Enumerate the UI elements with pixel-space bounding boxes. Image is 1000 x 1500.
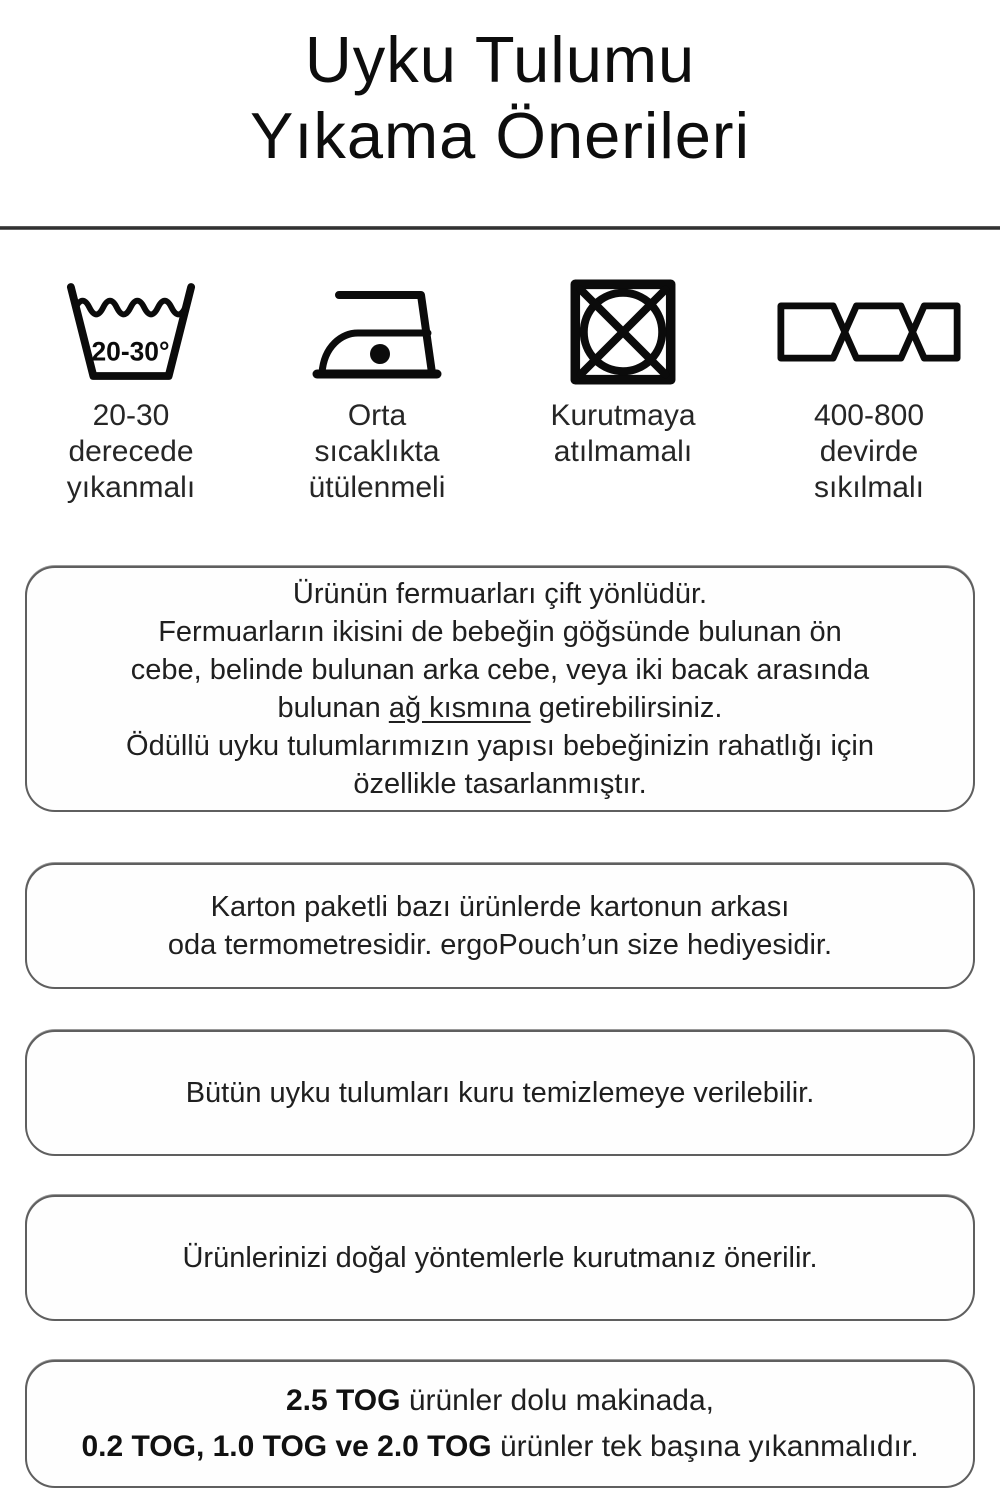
care-label-line: sıkılmalı bbox=[813, 471, 924, 504]
page-title bbox=[0, 0, 1000, 174]
care-label-wash bbox=[67, 398, 195, 506]
card-zippers-line-4-post: getirebilirsiniz. bbox=[530, 692, 723, 724]
care-label-line: 400-800 bbox=[813, 399, 925, 432]
no-tumble-dry-icon bbox=[570, 279, 676, 385]
care-item-wring bbox=[746, 276, 992, 506]
care-label-wring bbox=[814, 398, 924, 506]
card-zippers-line-5: Ödüllü uyku tulumlarımızın yapısı bebeğinizin rahatlığı için bbox=[126, 730, 874, 762]
card-zippers-line-4-underlined: ağ kısmına bbox=[388, 692, 531, 724]
card-tog-line-2 bbox=[81, 1424, 918, 1470]
card-zippers-line-3: cebe, belinde bulunan arka cebe, veya iki bacak arasında bbox=[130, 654, 870, 686]
care-item-wash bbox=[8, 276, 254, 506]
care-item-no-tumble-dry bbox=[500, 276, 746, 506]
card-dry-cleaning-line-1: Bütün uyku tulumları kuru temizlemeye verilebilir. bbox=[185, 1077, 815, 1109]
card-thermometer bbox=[25, 863, 975, 989]
card-tog-line-1-bold: 2.5 TOG bbox=[285, 1384, 401, 1417]
care-label-line: Orta bbox=[347, 399, 407, 432]
care-label-line: ütülenmeli bbox=[308, 471, 446, 504]
care-label-line: atılmamalı bbox=[553, 435, 693, 468]
care-label-line: devirde bbox=[819, 435, 919, 468]
wring-icon bbox=[777, 301, 961, 363]
card-tog-washing bbox=[25, 1360, 975, 1488]
care-symbols-row bbox=[0, 276, 1000, 506]
wash-tub-icon bbox=[65, 281, 197, 383]
card-zippers-line-1: Ürünün fermuarları çift yönlüdür. bbox=[292, 578, 708, 610]
card-dry-cleaning bbox=[25, 1030, 975, 1156]
card-tog-line-1-rest: ürünler dolu makinada, bbox=[400, 1384, 715, 1417]
card-thermometer-line-2: oda termometresidir. ergoPouch’un size hediyesidir. bbox=[167, 929, 833, 961]
iron-dot bbox=[370, 344, 390, 364]
care-label-line: yıkanmalı bbox=[66, 471, 196, 504]
card-zippers bbox=[25, 566, 975, 812]
iron-icon bbox=[309, 282, 445, 382]
card-zippers-line-4-pre: bulunan bbox=[277, 692, 389, 724]
card-zippers-line-4 bbox=[278, 689, 723, 727]
care-item-iron bbox=[254, 276, 500, 506]
card-tog-line-2-rest: ürünler tek başına yıkanmalıdır. bbox=[491, 1430, 919, 1463]
care-label-line: Kurutmaya bbox=[550, 399, 696, 432]
wring-icon-slot bbox=[777, 276, 961, 388]
no-tumble-dry-icon-slot bbox=[570, 276, 676, 388]
care-label-line: sıcaklıkta bbox=[314, 435, 440, 468]
divider-line bbox=[0, 226, 1000, 230]
page-title-line-1: Uyku Tulumu bbox=[304, 23, 696, 96]
care-label-line: 20-30 bbox=[92, 399, 170, 432]
info-cards bbox=[0, 566, 1000, 1488]
page-title-line-2: Yıkama Önerileri bbox=[249, 99, 751, 172]
wash-tub-icon-slot bbox=[65, 276, 197, 388]
care-label-iron bbox=[309, 398, 446, 506]
card-thermometer-line-1: Karton paketli bazı ürünlerde kartonun arkası bbox=[210, 891, 790, 923]
card-tog-line-1 bbox=[286, 1378, 714, 1424]
card-zippers-line-6: özellikle tasarlanmıştır. bbox=[353, 768, 647, 800]
card-tog-line-2-bold: 0.2 TOG, 1.0 TOG ve 2.0 TOG bbox=[81, 1430, 492, 1463]
card-natural-drying-line-1: Ürünlerinizi doğal yöntemlerle kurutmanız önerilir. bbox=[182, 1242, 818, 1274]
wash-temp-text: 20-30° bbox=[91, 336, 170, 367]
care-label-no-tumble-dry bbox=[550, 398, 695, 470]
care-label-line: derecede bbox=[68, 435, 194, 468]
iron-icon-slot bbox=[309, 276, 445, 388]
card-zippers-line-2: Fermuarların ikisini de bebeğin göğsünde bulunan ön bbox=[158, 616, 842, 648]
card-natural-drying bbox=[25, 1195, 975, 1321]
